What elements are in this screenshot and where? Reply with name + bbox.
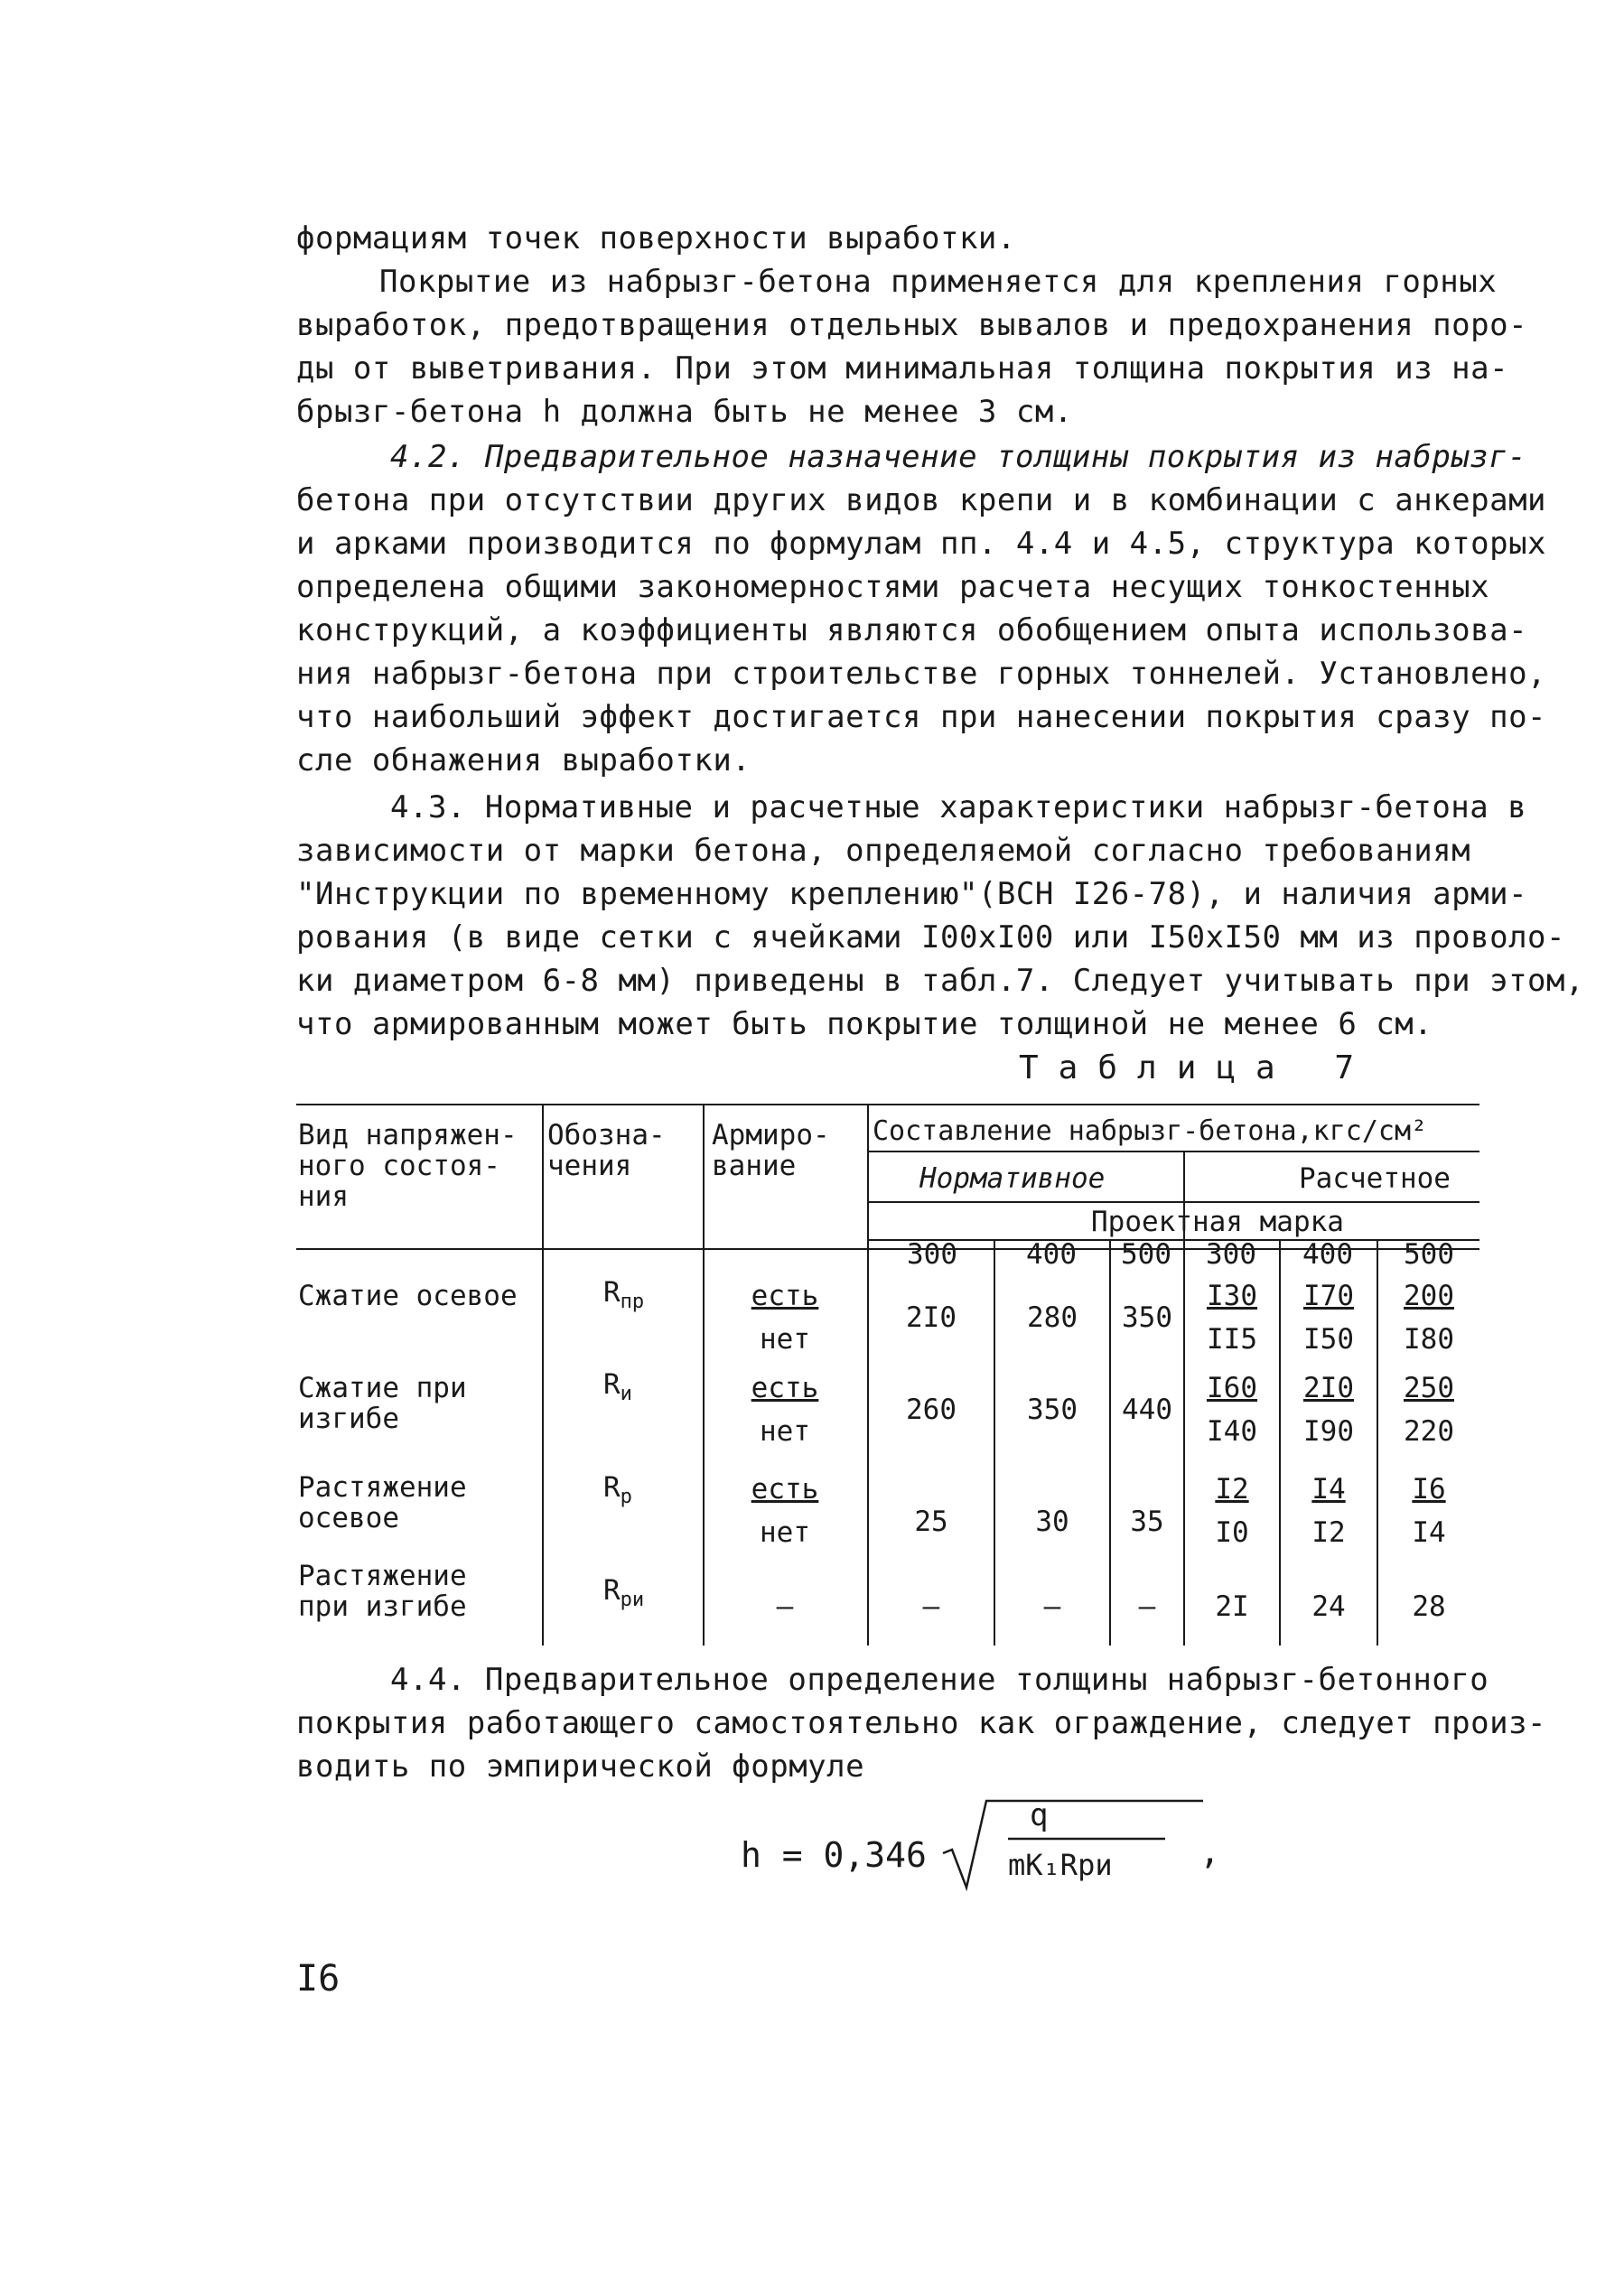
table-sub-rule [867, 1201, 1479, 1203]
row-name: Растяжение осевое [298, 1471, 467, 1534]
normative-value: 2I0 [906, 1301, 957, 1334]
reinforcement-yes: есть [751, 1280, 819, 1312]
normative-value: 280 [1027, 1301, 1078, 1334]
mark-label: 300 [1206, 1238, 1256, 1271]
reinforcement-dash: – [776, 1590, 794, 1623]
normative-value: 25 [914, 1506, 948, 1538]
calc-value-reinforced: 250 [1404, 1372, 1454, 1404]
mark-label: 300 [907, 1238, 957, 1271]
text-line: и арками производится по формулам пп. 4.4 и 4.5, структура которых [296, 526, 1547, 562]
calc-value-plain: II5 [1207, 1323, 1257, 1356]
normative-value: 260 [906, 1394, 957, 1426]
calc-value-plain: I50 [1303, 1323, 1354, 1356]
formula-denominator: mK₁Rри [1008, 1848, 1113, 1882]
text-line: формациям точек поверхности выработки. [296, 220, 1016, 256]
text-line: 4.4. Предварительное определение толщины набрызг-бетонного [390, 1662, 1489, 1698]
calc-value-plain: 220 [1404, 1415, 1454, 1448]
header-design-mark: Проектная марка [1091, 1206, 1344, 1238]
text-line: выработок, предотвращения отдельных вывалов и предохранения поро- [296, 307, 1528, 343]
normative-value: 350 [1027, 1394, 1078, 1426]
text-line: что наибольший эффект достигается при нанесении покрытия сразу по- [296, 699, 1547, 735]
calc-value-plain: I80 [1404, 1323, 1454, 1356]
calc-value-plain: I90 [1303, 1415, 1354, 1448]
mark-label: 400 [1302, 1238, 1353, 1271]
text-line: покрытия работающего самостоятельно как ограждение, следует произ- [296, 1705, 1547, 1741]
text-line: ния набрызг-бетона при строительстве горных тоннелей. Установлено, [296, 656, 1547, 692]
calc-value: 2I [1215, 1590, 1249, 1623]
calc-value-reinforced: I60 [1207, 1372, 1257, 1404]
text-line: водить по эмпирической формуле [296, 1748, 865, 1785]
calc-value-reinforced: 200 [1404, 1280, 1454, 1312]
text-line: 4.3. Нормативные и расчетные характеристики набрызг-бетона в [390, 789, 1527, 825]
table-col-divider [542, 1104, 544, 1646]
calc-value-reinforced: I70 [1303, 1280, 1354, 1312]
text-line: ки диаметром 6-8 мм) приведены в табл.7. Следует учитывать при этом, [296, 963, 1584, 999]
normative-value: – [1138, 1590, 1156, 1623]
formula-tail: , [1199, 1832, 1220, 1871]
row-symbol: $R_р$ [603, 1471, 632, 1509]
row-name: Растяжение при изгибе [298, 1560, 467, 1623]
reinforcement-no: нет [760, 1516, 810, 1549]
row-symbol: $R_{пр}$ [603, 1276, 645, 1314]
table-col-divider [1109, 1239, 1111, 1646]
data-table [296, 1104, 1479, 1646]
calc-value-reinforced: 2I0 [1303, 1372, 1354, 1404]
calc-value-plain: I40 [1207, 1415, 1257, 1448]
calc-value-reinforced: I4 [1311, 1473, 1346, 1506]
row-symbol: $R_{ри}$ [603, 1574, 645, 1612]
text-line: что армированным может быть покрытие толщиной не менее 6 см. [296, 1006, 1433, 1042]
header-calculated: Расчетное [1299, 1162, 1451, 1195]
table-col-divider [867, 1104, 869, 1646]
text-line: Покрытие из набрызг-бетона применяется для крепления горных [379, 264, 1498, 300]
reinforcement-yes: есть [751, 1372, 819, 1404]
normative-value: 30 [1035, 1506, 1069, 1538]
row-symbol: $R_и$ [603, 1368, 632, 1406]
normative-value: – [922, 1590, 940, 1623]
calc-value-plain: I2 [1311, 1516, 1346, 1549]
normative-value: – [1043, 1590, 1061, 1623]
calc-value-plain: I0 [1215, 1516, 1249, 1549]
reinforcement-no: нет [760, 1415, 810, 1448]
normative-value: 350 [1122, 1301, 1172, 1334]
calc-value-reinforced: I2 [1215, 1473, 1249, 1506]
text-line: брызг-бетона h должна быть не менее 3 см. [296, 394, 1073, 430]
mark-label: 500 [1404, 1238, 1454, 1271]
page-number: I6 [296, 1958, 341, 2000]
table-col-divider [994, 1239, 995, 1646]
normative-value: 35 [1130, 1506, 1164, 1538]
header-normative: Нормативное [919, 1162, 1106, 1195]
text-line: зависимости от марки бетона, определяемой согласно требованиям [296, 833, 1471, 869]
normative-value: 440 [1122, 1394, 1172, 1426]
calc-value-reinforced: I6 [1412, 1473, 1446, 1506]
reinforcement-no: нет [760, 1323, 810, 1356]
text-line: 4.2. Предварительное назначение толщины покрытия из набрызг- [390, 439, 1527, 475]
text-line: конструкций, а коэффициенты являются обобщением опыта использова- [296, 612, 1528, 648]
mark-label: 500 [1121, 1238, 1171, 1271]
table-group-rule [867, 1151, 1479, 1152]
header-stress-type: Вид напряжен- ного состоя- ния [298, 1119, 518, 1213]
table-title: Таблица 7 [1019, 1049, 1375, 1086]
text-line: определена общими закономерностями расчета несущих тонкостенных [296, 569, 1490, 605]
header-notation: Обозна- чения [547, 1119, 666, 1182]
calc-value: 28 [1412, 1590, 1446, 1623]
mark-label: 400 [1026, 1238, 1077, 1271]
text-line: "Инструкции по временному креплению"(ВСН I26-78), и наличия арми- [296, 876, 1528, 912]
calc-value-plain: I4 [1412, 1516, 1446, 1549]
formula-lhs: h = 0,346 [741, 1835, 927, 1875]
text-line: рования (в виде сетки с ячейками I00xI00 или I50xI50 мм из проволо- [296, 919, 1565, 956]
formula-numerator: q [1030, 1797, 1049, 1833]
text-line: сле обнажения выработки. [296, 742, 751, 779]
text-line: ды от выветривания. При этом минимальная толщина покрытия из на- [296, 350, 1509, 387]
calc-value: 24 [1311, 1590, 1346, 1623]
row-name: Сжатие осевое [298, 1280, 518, 1312]
header-group: Составление набрызг-бетона,кгс/см² [873, 1115, 1428, 1147]
text-line: бетона при отсутствии других видов крепи и в комбинации с анкерами [296, 482, 1547, 518]
calc-value-reinforced: I30 [1207, 1280, 1257, 1312]
table-top-rule [296, 1104, 1479, 1105]
header-reinforcement: Армиро- вание [712, 1119, 830, 1182]
row-name: Сжатие при изгибе [298, 1372, 467, 1435]
reinforcement-yes: есть [751, 1473, 819, 1506]
